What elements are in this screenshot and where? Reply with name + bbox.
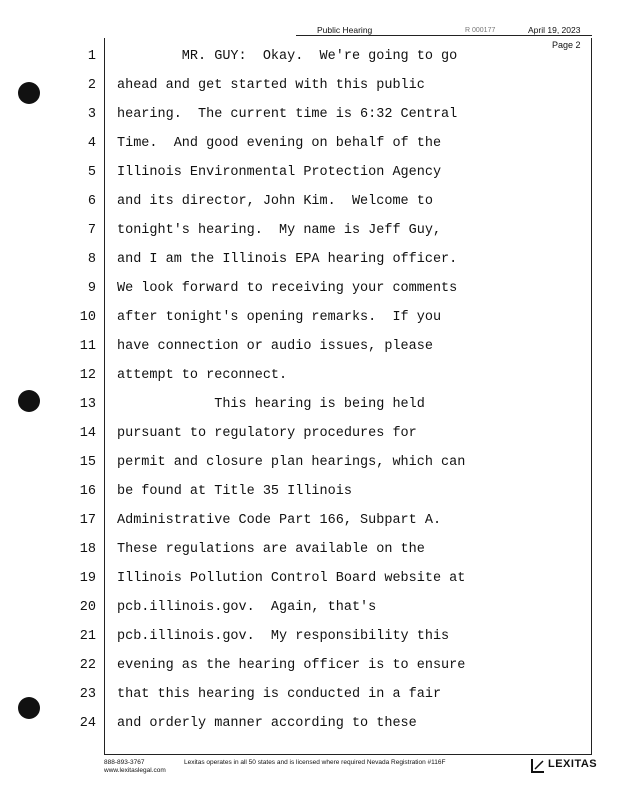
line-text: and I am the Illinois EPA hearing officer. [117,252,458,267]
line-number: 20 [79,600,96,615]
line-number: 14 [79,426,96,441]
footer-phone: 888-893-3767 [104,759,145,766]
line-text: be found at Title 35 Illinois [117,484,352,499]
line-number: 17 [79,513,96,528]
line-number: 12 [79,368,96,383]
line-text: hearing. The current time is 6:32 Central [117,107,458,122]
binder-hole-bottom [18,697,40,719]
line-number: 8 [87,252,96,267]
lexitas-logo-mark-icon [530,758,546,774]
line-text: Illinois Pollution Control Board website at [117,571,466,586]
line-text: These regulations are available on the [117,542,425,557]
line-text: Illinois Environmental Protection Agency [117,165,442,180]
line-text: Time. And good evening on behalf of the [117,136,442,151]
line-text: that this hearing is conducted in a fair [117,687,442,702]
header-title: Public Hearing [317,25,373,35]
line-text: evening as the hearing officer is to ensure [117,658,466,673]
line-number: 4 [87,136,96,151]
line-number: 18 [79,542,96,557]
line-text: This hearing is being held [117,397,425,412]
line-text: have connection or audio issues, please [117,339,433,354]
line-text: and its director, John Kim. Welcome to [117,194,433,209]
header-date: April 19, 2023 [528,25,581,35]
line-number: 19 [79,571,96,586]
line-number: 7 [87,223,96,238]
footer-notice: Lexitas operates in all 50 states and is licensed where required Nevada Registration #116F [184,759,446,766]
line-number: 13 [79,397,96,412]
footer-contact [104,759,166,775]
line-number: 21 [79,629,96,644]
line-number: 2 [87,78,96,93]
line-number: 10 [79,310,96,325]
line-text: ahead and get started with this public [117,78,425,93]
line-text: MR. GUY: Okay. We're going to go [117,49,458,64]
line-number: 9 [87,281,96,296]
line-number: 1 [87,49,96,64]
line-text: Administrative Code Part 166, Subpart A. [117,513,442,528]
line-text: after tonight's opening remarks. If you [117,310,442,325]
line-number: 5 [87,165,96,180]
line-number: 24 [79,716,96,731]
line-text: pursuant to regulatory procedures for [117,426,417,441]
line-text: pcb.illinois.gov. My responsibility this [117,629,450,644]
line-text: permit and closure plan hearings, which can [117,455,466,470]
binder-hole-middle [18,390,40,412]
line-number: 11 [79,339,96,354]
line-text: attempt to reconnect. [117,368,288,383]
line-text: pcb.illinois.gov. Again, that's [117,600,377,615]
line-text: and orderly manner according to these [117,716,417,731]
line-number: 3 [87,107,96,122]
line-number: 16 [79,484,96,499]
lexitas-logo-text: LEXITAS [548,758,598,770]
header-rule [296,35,592,36]
page-label: Page 2 [552,40,581,50]
binder-hole-top [18,82,40,104]
footer-website[interactable]: www.lexitaslegal.com [104,767,166,774]
line-number: 6 [87,194,96,209]
line-number: 22 [79,658,96,673]
line-text: tonight's hearing. My name is Jeff Guy, [117,223,442,238]
record-id: R 000177 [465,27,496,34]
line-number: 23 [79,687,96,702]
line-text: We look forward to receiving your comments [117,281,458,296]
line-number: 15 [79,455,96,470]
lexitas-logo [530,758,598,774]
